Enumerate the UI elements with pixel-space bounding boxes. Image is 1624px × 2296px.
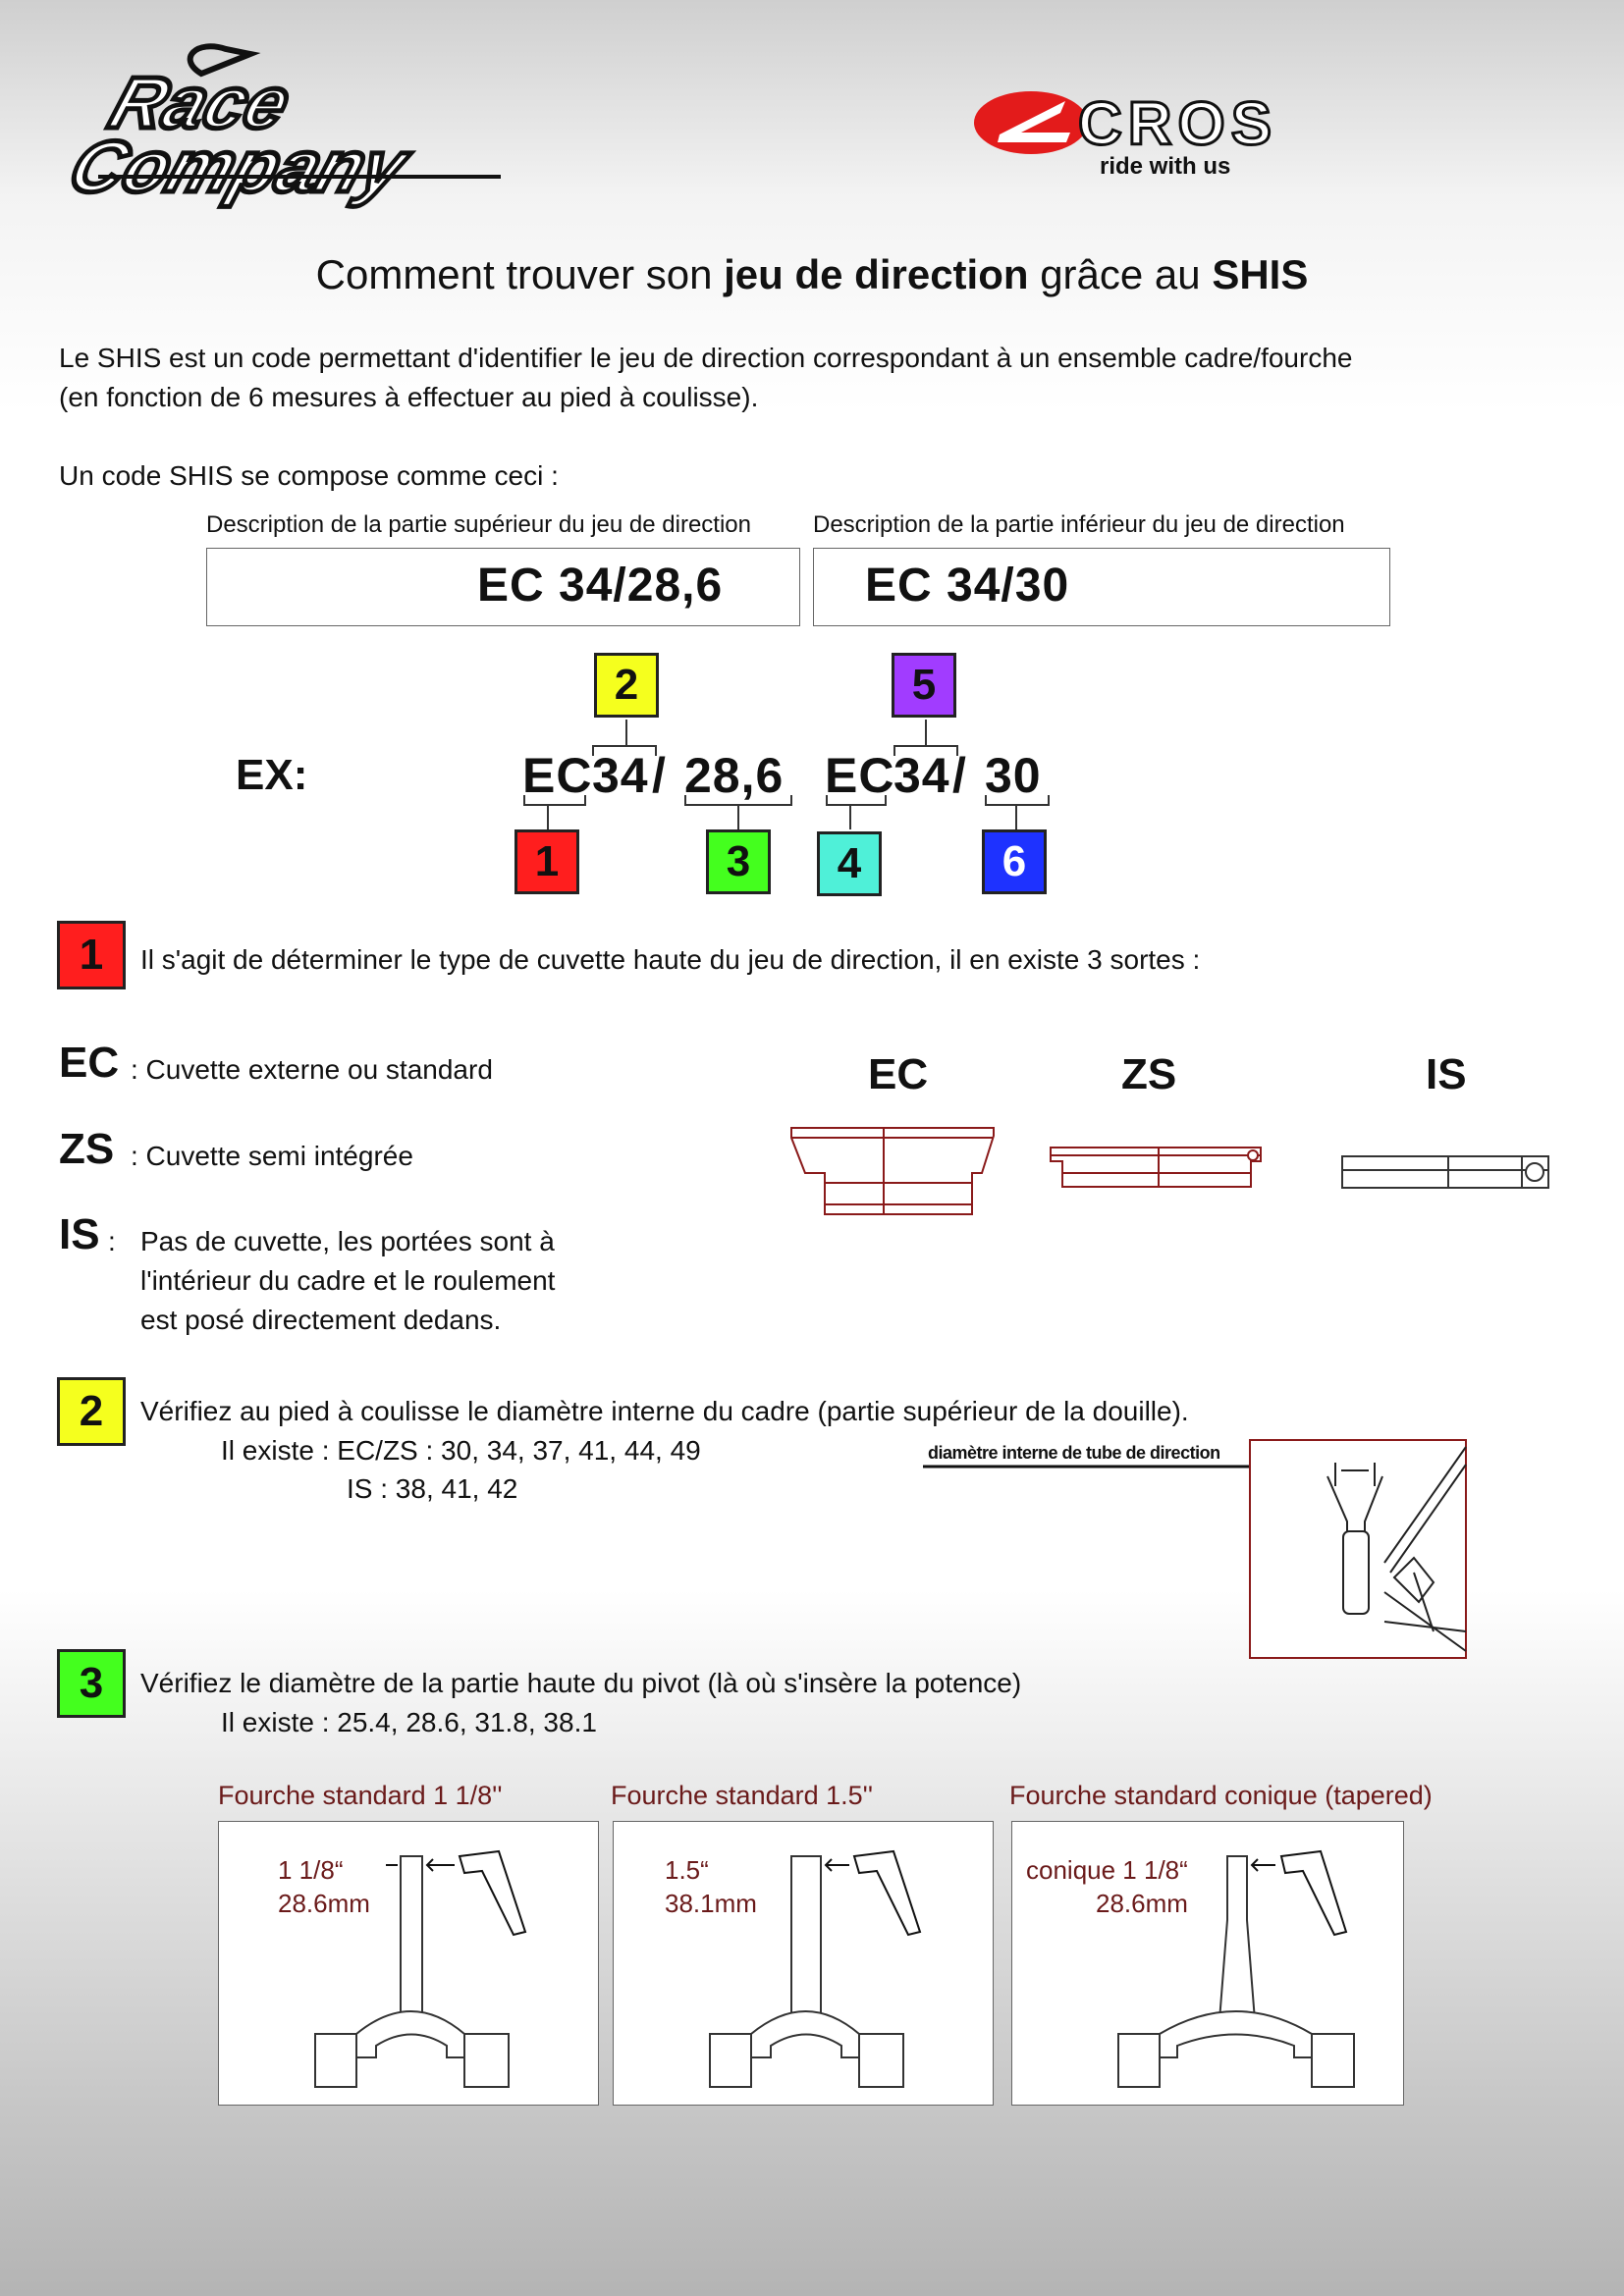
lower-description-label: Description de la partie inférieur du jeu de direction: [813, 511, 1345, 538]
cros-tagline: ride with us: [1100, 153, 1231, 180]
svg-text:CROS: CROS: [1078, 90, 1278, 158]
section-1-text: Il s'agit de déterminer le type de cuvette haute du jeu de direction, il en existe 3 sortes :: [140, 944, 1201, 975]
head-tube-diameter-label: diamètre interne de tube de direction: [928, 1443, 1220, 1463]
number-box-2: 2: [594, 653, 659, 718]
fork-3-caption: Fourche standard conique (tapered): [1009, 1781, 1433, 1810]
section-2-line-2: IS : 38, 41, 42: [347, 1473, 518, 1504]
type-code-zs: ZS: [59, 1125, 115, 1173]
fork-1-dim-2: 28.6mm: [278, 1889, 370, 1918]
intro-compose: Un code SHIS se compose comme ceci :: [59, 460, 559, 491]
example-part-3: 28,6: [684, 748, 785, 803]
type-desc-ec: : Cuvette externe ou standard: [131, 1054, 493, 1085]
upper-code: EC 34/28,6: [477, 560, 724, 612]
fork-2-caption: Fourche standard 1.5'': [611, 1781, 873, 1810]
svg-text:Race: Race: [100, 62, 300, 144]
fork-2-drawing: [614, 1822, 995, 2107]
example-ec-lower: EC: [825, 748, 895, 803]
figure-title-zs: ZS: [1121, 1050, 1177, 1098]
fork-2-dim-2: 38.1mm: [665, 1889, 757, 1918]
example-slash-2: /: [952, 748, 967, 803]
example-part-2: 34: [592, 748, 649, 803]
number-box-6: 6: [982, 829, 1047, 894]
example-part-5: 34: [893, 748, 950, 803]
section-1-badge: 1: [57, 921, 126, 989]
section-3-text: Vérifiez le diamètre de la partie haute du pivot (là où s'insère la potence): [140, 1668, 1022, 1698]
example-brackets: [0, 0, 1624, 982]
zs-cup-drawing: [1049, 1144, 1265, 1202]
head-tube-measurement-figure: [923, 1435, 1473, 1663]
upper-description-label: Description de la partie supérieur du jeu de direction: [206, 511, 751, 538]
is-bearing-drawing: [1340, 1148, 1556, 1198]
fork-3-drawing: [1012, 1822, 1405, 2107]
example-label: EX:: [236, 751, 308, 799]
number-box-4: 4: [817, 831, 882, 896]
figure-title-ec: EC: [868, 1050, 929, 1098]
type-code-is: IS: [59, 1210, 100, 1258]
fork-1-drawing: [219, 1822, 600, 2107]
number-box-5: 5: [892, 653, 956, 718]
fork-3-dim-1: conique 1 1/8“: [1026, 1855, 1188, 1885]
figure-title-is: IS: [1426, 1050, 1467, 1098]
fork-1-dim-1: 1 1/8“: [278, 1855, 344, 1885]
type-desc-zs: : Cuvette semi intégrée: [131, 1141, 413, 1171]
section-2-badge: 2: [57, 1377, 126, 1446]
fork-3-dim-2: 28.6mm: [1096, 1889, 1188, 1918]
type-desc-is-line-1: Pas de cuvette, les portées sont à: [140, 1226, 555, 1256]
fork-1-caption: Fourche standard 1 1/8'': [218, 1781, 503, 1810]
section-2-text: Vérifiez au pied à coulisse le diamètre interne du cadre (partie supérieur de la douille).: [140, 1396, 1189, 1426]
fork-2-dim-1: 1.5“: [665, 1855, 709, 1885]
type-desc-is-colon: :: [108, 1226, 116, 1256]
number-box-3: 3: [706, 829, 771, 894]
ec-cup-drawing: [785, 1124, 1001, 1222]
example-slash-1: /: [652, 748, 667, 803]
svg-text:Company: Company: [60, 126, 417, 208]
section-3-line-1: Il existe : 25.4, 28.6, 31.8, 38.1: [221, 1707, 597, 1737]
fork-1-box: [218, 1821, 599, 2106]
type-code-ec: EC: [59, 1039, 120, 1087]
type-desc-is-line-3: est posé directement dedans.: [140, 1305, 502, 1335]
page-title: Comment trouver son jeu de direction grâce au SHIS: [315, 251, 1309, 297]
intro-line-1: Le SHIS est un code permettant d'identifier le jeu de direction correspondant à un ensemble cadre/fourche: [59, 343, 1353, 373]
intro-line-2: (en fonction de 6 mesures à effectuer au pied à coulisse).: [59, 382, 759, 412]
type-desc-is-line-2: l'intérieur du cadre et le roulement: [140, 1265, 556, 1296]
section-2-line-1: Il existe : EC/ZS : 30, 34, 37, 41, 44, 49: [221, 1435, 701, 1466]
section-3-badge: 3: [57, 1649, 126, 1718]
example-ec-upper: EC: [522, 748, 593, 803]
example-part-6: 30: [985, 748, 1042, 803]
lower-code: EC 34/30: [865, 560, 1070, 612]
number-box-1: 1: [514, 829, 579, 894]
fork-2-box: [613, 1821, 994, 2106]
fork-3-box: [1011, 1821, 1404, 2106]
